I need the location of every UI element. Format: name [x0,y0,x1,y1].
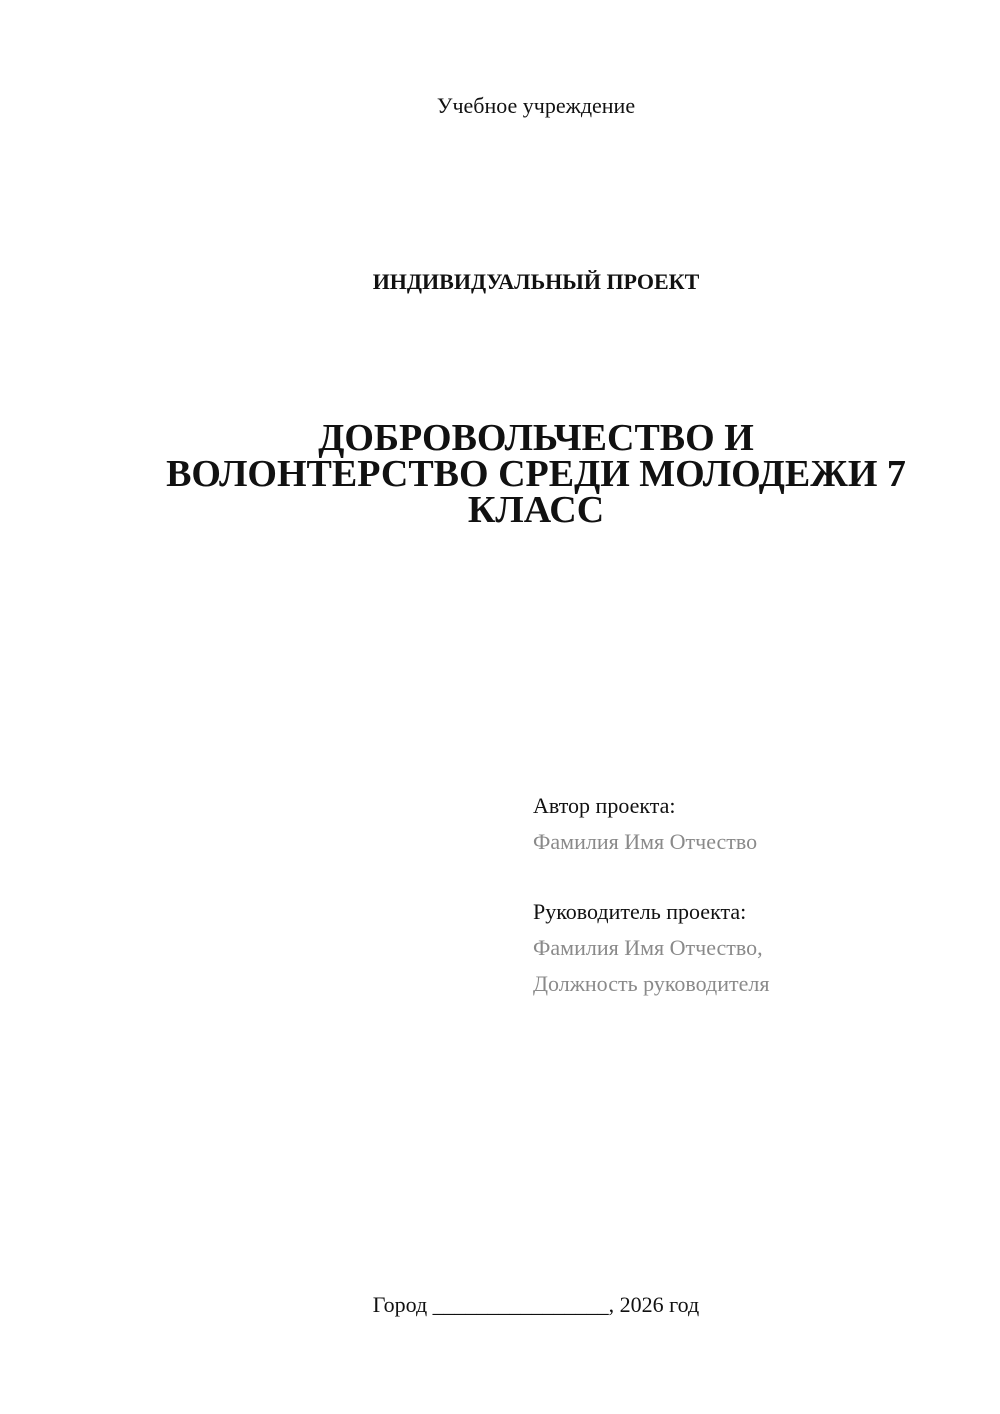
spacer [533,860,973,894]
project-title-line-1: ДОБРОВОЛЬЧЕСТВО И [318,417,754,459]
document-type: ИНДИВИДУАЛЬНЫЙ ПРОЕКТ [372,269,700,294]
project-title [140,417,932,531]
project-info-block [533,788,973,1002]
supervisor-position-placeholder: Должность руководителя [533,971,770,996]
project-title-line-2: ВОЛОНТЕРСТВО СРЕДИ МОЛОДЕЖИ 7 [166,453,906,495]
project-title-line-3: КЛАСС [467,489,605,531]
institution-name: Учебное учреждение [436,93,636,118]
author-name-placeholder: Фамилия Имя Отчество [533,829,758,854]
city-year-line: Город ________________, 2026 год [372,1292,700,1317]
author-label: Автор проекта: [533,793,676,818]
supervisor-label: Руководитель проекта: [533,899,747,924]
supervisor-name-placeholder: Фамилия Имя Отчество, [533,935,763,960]
